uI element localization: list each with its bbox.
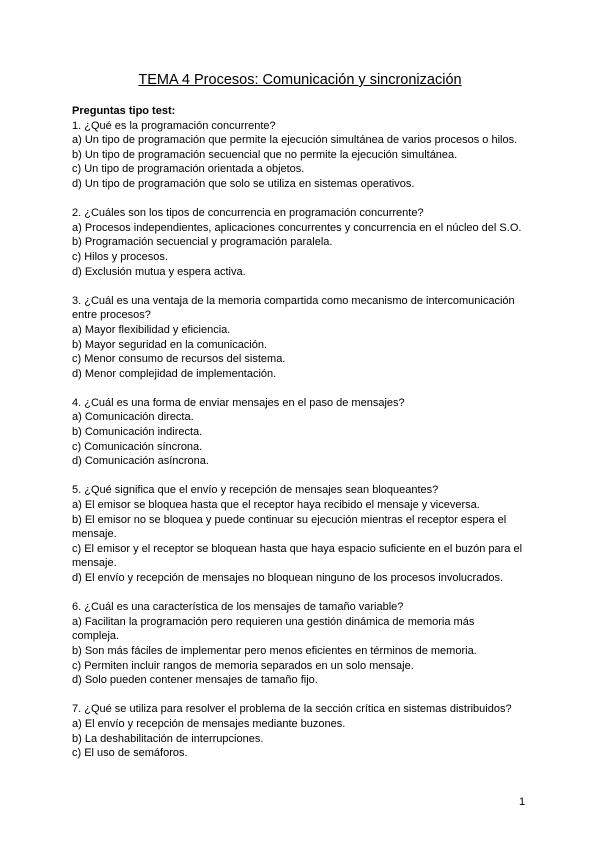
question-1-option-d: d) Un tipo de programación que solo se utiliza en sistemas operativos.	[72, 177, 415, 190]
question-5-option-d: d) El envío y recepción de mensajes no bloquean ninguno de los procesos involucrados.	[72, 572, 504, 584]
question-4-text: 4. ¿Cuál es una forma de enviar mensajes en el paso de mensajes?	[72, 396, 405, 409]
question-2-option-c: c) Hilos y procesos.	[72, 250, 168, 263]
question-6-option-d: d) Solo pueden contener mensajes de tamaño fijo.	[72, 674, 318, 687]
question-3-option-a: a) Mayor flexibilidad y eficiencia.	[72, 323, 231, 336]
question-6-option-c: c) Permiten incluir rangos de memoria separados en un solo mensaje.	[72, 659, 414, 672]
page-number: 1	[519, 796, 526, 808]
document-title: TEMA 4 Procesos: Comunicación y sincronización	[138, 72, 462, 88]
question-6-option-a-cont: compleja.	[72, 630, 120, 643]
question-6	[72, 600, 532, 688]
question-7	[72, 702, 532, 760]
question-7-option-c: c) El uso de semáforos.	[72, 747, 188, 760]
question-7-option-b: b) La deshabilitación de interrupciones.	[72, 732, 264, 745]
question-6-option-b: b) Son más fáciles de implementar pero menos eficientes en términos de memoria.	[72, 644, 477, 657]
question-4-option-d: d) Comunicación asíncrona.	[72, 455, 209, 468]
question-2	[72, 206, 532, 279]
question-4	[72, 396, 532, 469]
question-7-text: 7. ¿Qué se utiliza para resolver el problema de la sección crítica en sistemas distribuidos?	[72, 703, 512, 716]
document-body	[72, 104, 532, 761]
question-5-option-a: a) El emisor se bloquea hasta que el receptor haya recibido el mensaje y viceversa.	[72, 499, 480, 512]
question-2-option-a: a) Procesos independientes, aplicaciones concurrentes y concurrencia en el núcleo del S.O.	[72, 221, 522, 234]
question-3-option-b: b) Mayor seguridad en la comunicación.	[72, 338, 268, 351]
question-3-option-d: d) Menor complejidad de implementación.	[72, 367, 277, 380]
question-4-option-a: a) Comunicación directa.	[72, 411, 194, 424]
question-1-option-a: a) Un tipo de programación que permite la ejecución simultánea de varios procesos o hilos.	[72, 134, 518, 147]
question-5	[72, 483, 532, 585]
question-1-text: 1. ¿Qué es la programación concurrente?	[72, 119, 276, 132]
question-6-text: 6. ¿Cuál es una característica de los mensajes de tamaño variable?	[72, 601, 404, 614]
question-1-option-c: c) Un tipo de programación orientada a objetos.	[72, 163, 305, 176]
question-5-option-c-cont: mensaje.	[72, 557, 117, 570]
question-3	[72, 294, 532, 382]
question-7-option-a: a) El envío y recepción de mensajes mediante buzones.	[72, 717, 346, 730]
question-1-option-b: b) Un tipo de programación secuencial que no permite la ejecución simultánea.	[72, 148, 458, 161]
question-6-option-a: a) Facilitan la programación pero requieren una gestión dinámica de memoria más	[72, 615, 475, 628]
question-3-text-cont: entre procesos?	[72, 309, 151, 322]
question-5-text: 5. ¿Qué significa que el envío y recepción de mensajes sean bloqueantes?	[72, 484, 439, 497]
question-4-option-b: b) Comunicación indirecta.	[72, 426, 203, 439]
question-5-option-b-cont: mensaje.	[72, 528, 117, 541]
question-5-option-b: b) El emisor no se bloquea y puede continuar su ejecución mientras el receptor espera el	[72, 513, 507, 526]
question-1	[72, 119, 532, 192]
question-5-option-c: c) El emisor y el receptor se bloquean hasta que haya espacio suficiente en el buzón para el	[72, 542, 523, 555]
question-3-option-c: c) Menor consumo de recursos del sistema.	[72, 353, 286, 366]
question-4-option-c: c) Comunicación síncrona.	[72, 440, 203, 453]
question-2-option-d: d) Exclusión mutua y espera activa.	[72, 265, 246, 278]
question-3-text: 3. ¿Cuál es una ventaja de la memoria compartida como mecanismo de intercomunicación	[72, 294, 515, 307]
question-2-option-b: b) Programación secuencial y programación paralela.	[72, 236, 333, 249]
question-2-text: 2. ¿Cuáles son los tipos de concurrencia en programación concurrente?	[72, 207, 424, 220]
section-subtitle: Preguntas tipo test:	[72, 105, 176, 117]
